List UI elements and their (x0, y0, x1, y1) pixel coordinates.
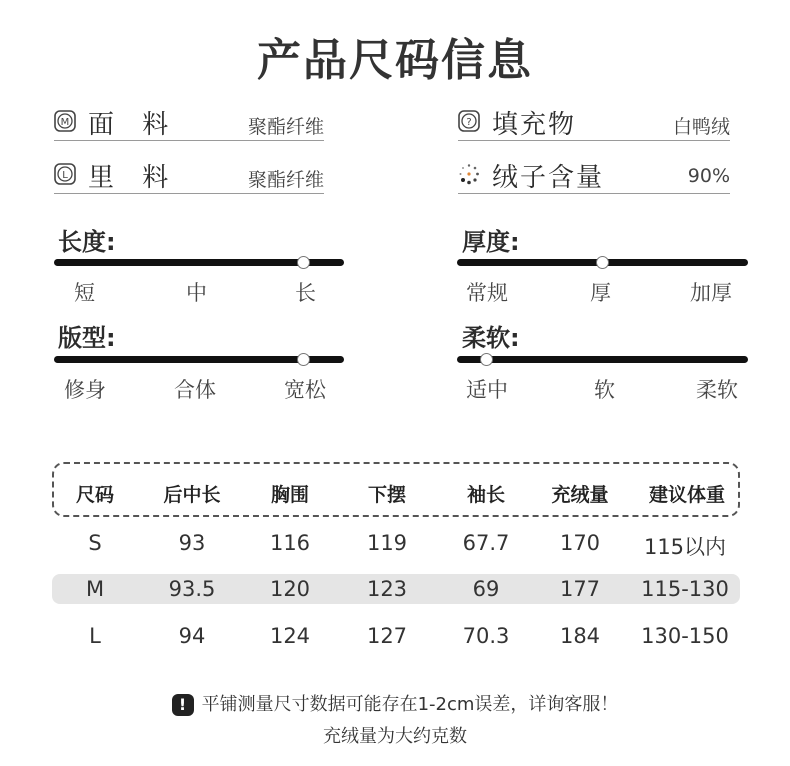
lining-value: 聚酯纤维 (247, 169, 324, 191)
down-content-row (458, 159, 730, 194)
softness-tick-soft: 软 (594, 378, 615, 402)
fit-knob (297, 353, 310, 366)
thickness-title: 厚度: (462, 228, 520, 256)
length-tick-short: 短 (74, 281, 95, 305)
length-title: 长度: (58, 228, 116, 256)
fit-tick-slim: 修身 (64, 378, 106, 402)
letter-m-icon (54, 110, 76, 132)
header-chest: 胸围 (270, 484, 309, 506)
letter-l-icon (54, 163, 76, 185)
filling-value: 白鸭绒 (672, 116, 730, 138)
header-sleeve: 袖长 (466, 484, 505, 506)
header-fill-weight: 充绒量 (551, 484, 609, 506)
table-cell: 93 (178, 531, 206, 555)
table-cell: 94 (178, 624, 206, 648)
table-cell: 115-130 (641, 577, 729, 601)
table-cell: 123 (366, 577, 408, 601)
table-cell: 116 (269, 531, 311, 555)
table-cell: 70.3 (462, 624, 510, 648)
fit-title: 版型: (58, 324, 116, 352)
length-knob (297, 256, 310, 269)
header-size: 尺码 (75, 484, 114, 506)
table-cell: 124 (269, 624, 311, 648)
measurement-note (0, 690, 790, 716)
filling-label: 填充物 (492, 110, 577, 140)
softness-track (457, 356, 748, 363)
note-line-1: 平铺测量尺寸数据可能存在1-2cm误差，详询客服！ (201, 694, 619, 715)
length-tick-medium: 中 (186, 281, 207, 305)
fit-tick-regular: 合体 (174, 378, 216, 402)
fabric-row (54, 106, 324, 141)
svg-text:M: M (60, 117, 70, 128)
svg-text:L: L (62, 170, 68, 181)
page-title: 产品尺码信息 (257, 35, 533, 86)
table-cell: 120 (269, 577, 311, 601)
table-cell: M (85, 577, 105, 601)
size-table-header (52, 462, 740, 517)
fabric-value: 聚酯纤维 (247, 116, 324, 138)
softness-tick-very-soft: 柔软 (696, 378, 738, 402)
table-cell: 115以内 (643, 535, 727, 559)
fit-tick-loose: 宽松 (284, 378, 326, 402)
note-line-2: 充绒量为大约克数 (323, 726, 467, 747)
softness-knob (480, 353, 493, 366)
table-cell: 119 (366, 531, 408, 555)
thickness-tick-thick: 厚 (590, 281, 611, 305)
down-content-label: 绒子含量 (492, 163, 605, 193)
table-cell: 67.7 (462, 531, 510, 555)
table-cell: 184 (559, 624, 601, 648)
header-hem: 下摆 (367, 484, 406, 506)
table-cell: 170 (559, 531, 601, 555)
table-cell: 93.5 (168, 577, 216, 601)
exclamation-icon: ! (172, 694, 194, 716)
table-cell: S (88, 531, 102, 555)
table-cell: 130-150 (641, 624, 729, 648)
table-cell: 177 (559, 577, 601, 601)
fabric-label: 面 料 (88, 110, 179, 140)
header-weight: 建议体重 (648, 484, 725, 506)
thickness-tick-extra-thick: 加厚 (690, 281, 732, 305)
lining-label: 里 料 (88, 163, 179, 193)
table-cell: 127 (366, 624, 408, 648)
thickness-knob (596, 256, 609, 269)
table-cell: 69 (472, 577, 500, 601)
spinner-dots-icon (458, 163, 480, 185)
lining-row (54, 159, 324, 194)
softness-tick-moderate: 适中 (466, 378, 508, 402)
svg-text:?: ? (466, 117, 472, 128)
softness-title: 柔软: (462, 324, 520, 352)
header-back-length: 后中长 (163, 484, 221, 506)
question-icon (458, 110, 480, 132)
down-content-value: 90% (687, 165, 730, 187)
length-tick-long: 长 (295, 281, 316, 305)
thickness-tick-regular: 常规 (466, 281, 508, 305)
table-cell: L (89, 624, 101, 648)
filling-row (458, 106, 730, 141)
